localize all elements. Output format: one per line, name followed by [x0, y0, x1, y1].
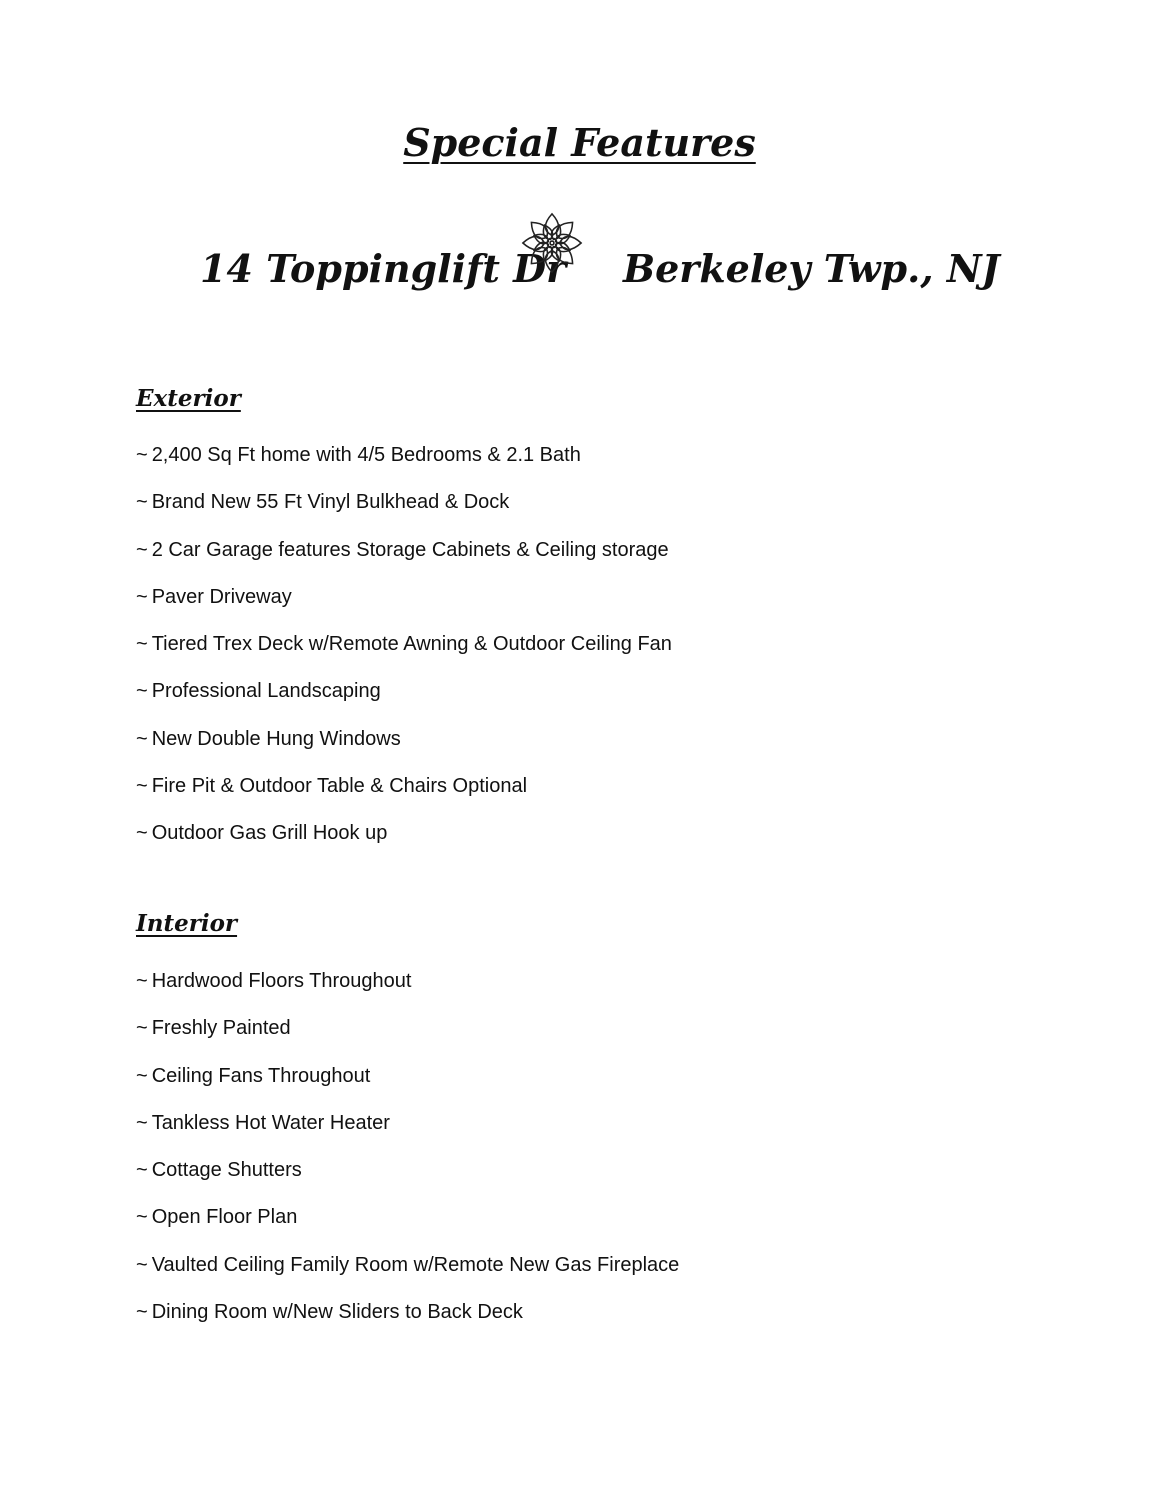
feature-text: Professional Landscaping [151, 680, 381, 703]
list-item [136, 536, 672, 583]
bullet-tilde: ~ [136, 1301, 148, 1324]
address-row [0, 232, 1159, 322]
bullet-tilde: ~ [136, 491, 148, 514]
bullet-tilde: ~ [136, 1206, 148, 1229]
bullet-tilde: ~ [136, 822, 148, 845]
list-item [136, 1251, 679, 1298]
feature-text: Tiered Trex Deck w/Remote Awning & Outdoor Ceiling Fan [151, 633, 672, 656]
address-city: Berkeley Twp., NJ [623, 246, 1000, 291]
list-item [136, 1062, 679, 1109]
feature-text: Freshly Painted [151, 1017, 291, 1040]
bullet-tilde: ~ [136, 444, 148, 466]
feature-text: Fire Pit & Outdoor Table & Chairs Optional [151, 775, 528, 798]
feature-text: Paver Driveway [151, 585, 292, 608]
bullet-tilde: ~ [136, 1253, 148, 1276]
list-item [136, 725, 672, 772]
list-item [136, 1014, 679, 1061]
bullet-tilde: ~ [136, 1159, 148, 1182]
bullet-tilde: ~ [136, 970, 148, 992]
address-street: 14 Toppinglift Dr [200, 246, 567, 291]
list-item [136, 441, 672, 488]
feature-text: Hardwood Floors Throughout [151, 970, 412, 992]
bullet-tilde: ~ [136, 727, 148, 750]
feature-text: Outdoor Gas Grill Hook up [151, 822, 388, 845]
feature-text: Brand New 55 Ft Vinyl Bulkhead & Dock [151, 491, 510, 514]
list-item [136, 1298, 679, 1345]
bullet-tilde: ~ [136, 538, 148, 561]
list-item [136, 1109, 679, 1156]
mandala-icon [519, 210, 585, 276]
list-item [136, 583, 672, 630]
bullet-tilde: ~ [136, 1111, 148, 1134]
feature-text: 2,400 Sq Ft home with 4/5 Bedrooms & 2.1 Bath [151, 444, 581, 466]
feature-text: Ceiling Fans Throughout [151, 1064, 371, 1087]
list-item [136, 630, 672, 677]
list-item [136, 1156, 679, 1203]
feature-text: Dining Room w/New Sliders to Back Deck [151, 1301, 523, 1324]
bullet-tilde: ~ [136, 680, 148, 703]
exterior-heading: Exterior [136, 385, 241, 412]
list-item [136, 677, 672, 724]
list-item [136, 1203, 679, 1250]
feature-text: 2 Car Garage features Storage Cabinets & Ceiling storage [151, 538, 669, 561]
bullet-tilde: ~ [136, 1017, 148, 1040]
feature-text: Open Floor Plan [151, 1206, 298, 1229]
feature-text: Vaulted Ceiling Family Room w/Remote New Gas Fireplace [151, 1253, 680, 1276]
feature-text: New Double Hung Windows [151, 727, 401, 750]
interior-heading: Interior [136, 910, 238, 937]
feature-text: Cottage Shutters [151, 1159, 302, 1182]
list-item [136, 772, 672, 819]
exterior-feature-list [136, 441, 672, 867]
page-title: Special Features [403, 120, 756, 165]
bullet-tilde: ~ [136, 633, 148, 656]
bullet-tilde: ~ [136, 775, 148, 798]
list-item [136, 488, 672, 535]
interior-feature-list [136, 967, 679, 1345]
list-item [136, 819, 672, 866]
feature-text: Tankless Hot Water Heater [151, 1111, 390, 1134]
list-item [136, 967, 679, 1014]
bullet-tilde: ~ [136, 585, 148, 608]
bullet-tilde: ~ [136, 1064, 148, 1087]
